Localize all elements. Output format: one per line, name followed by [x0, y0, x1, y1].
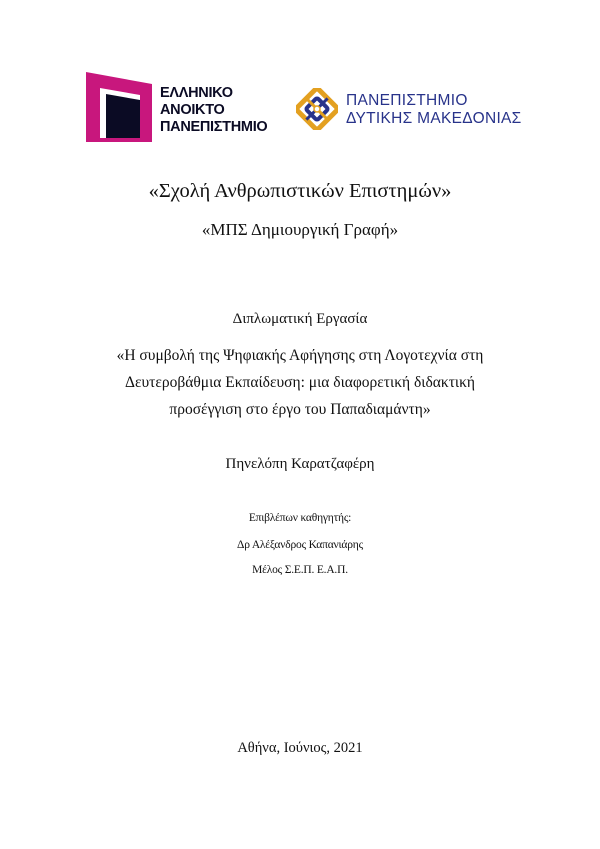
thesis-title-line-3: προσέγγιση στο έργο του Παπαδιαμάντη» [169, 401, 431, 418]
program-name: «ΜΠΣ Δημιουργική Γραφή» [201, 220, 399, 239]
eap-logo-line-2: ΑΝΟΙΚΤΟ [160, 102, 225, 118]
thesis-title-line-1: «Η συμβολή της Ψηφιακής Αφήγησης στη Λογοτεχνία στη [116, 347, 484, 364]
thesis-title-line-2: Δευτεροβάθμια Εκπαίδευση: μια διαφορετική διδακτική [124, 374, 476, 391]
eap-emblem-icon [86, 72, 158, 142]
school-name: «Σχολή Ανθρωπιστικών Επιστημών» [148, 180, 452, 202]
eap-logo-line-3: ΠΑΝΕΠΙΣΤΗΜΙΟ [160, 119, 268, 135]
hellenic-open-university-logo [86, 72, 276, 142]
uowm-logo-line-1: ΠΑΝΕΠΙΣΤΗΜΙΟ [346, 92, 468, 109]
university-western-macedonia-logo [296, 88, 556, 130]
author-name: Πηνελόπη Καρατζαφέρη [225, 456, 375, 472]
uowm-logo-line-2: ΔΥΤΙΚΗΣ ΜΑΚΕΔΟΝΙΑΣ [346, 110, 522, 127]
eap-logo-text [160, 85, 267, 136]
eap-logo-line-1: ΕΛΛΗΝΙΚΟ [160, 85, 233, 101]
thesis-title [0, 342, 600, 423]
supervisor-role: Μέλος Σ.Ε.Π. Ε.Α.Π. [252, 564, 348, 576]
supervisor-label: Επιβλέπων καθηγητής: [248, 512, 352, 524]
uowm-knot-icon [296, 88, 338, 130]
uowm-logo-text [346, 92, 522, 128]
thesis-label: Διπλωματική Εργασία [232, 311, 368, 327]
place-and-date: Αθήνα, Ιούνιος, 2021 [237, 740, 363, 756]
supervisor-name: Δρ Αλέξανδρος Καπανιάρης [237, 539, 363, 551]
